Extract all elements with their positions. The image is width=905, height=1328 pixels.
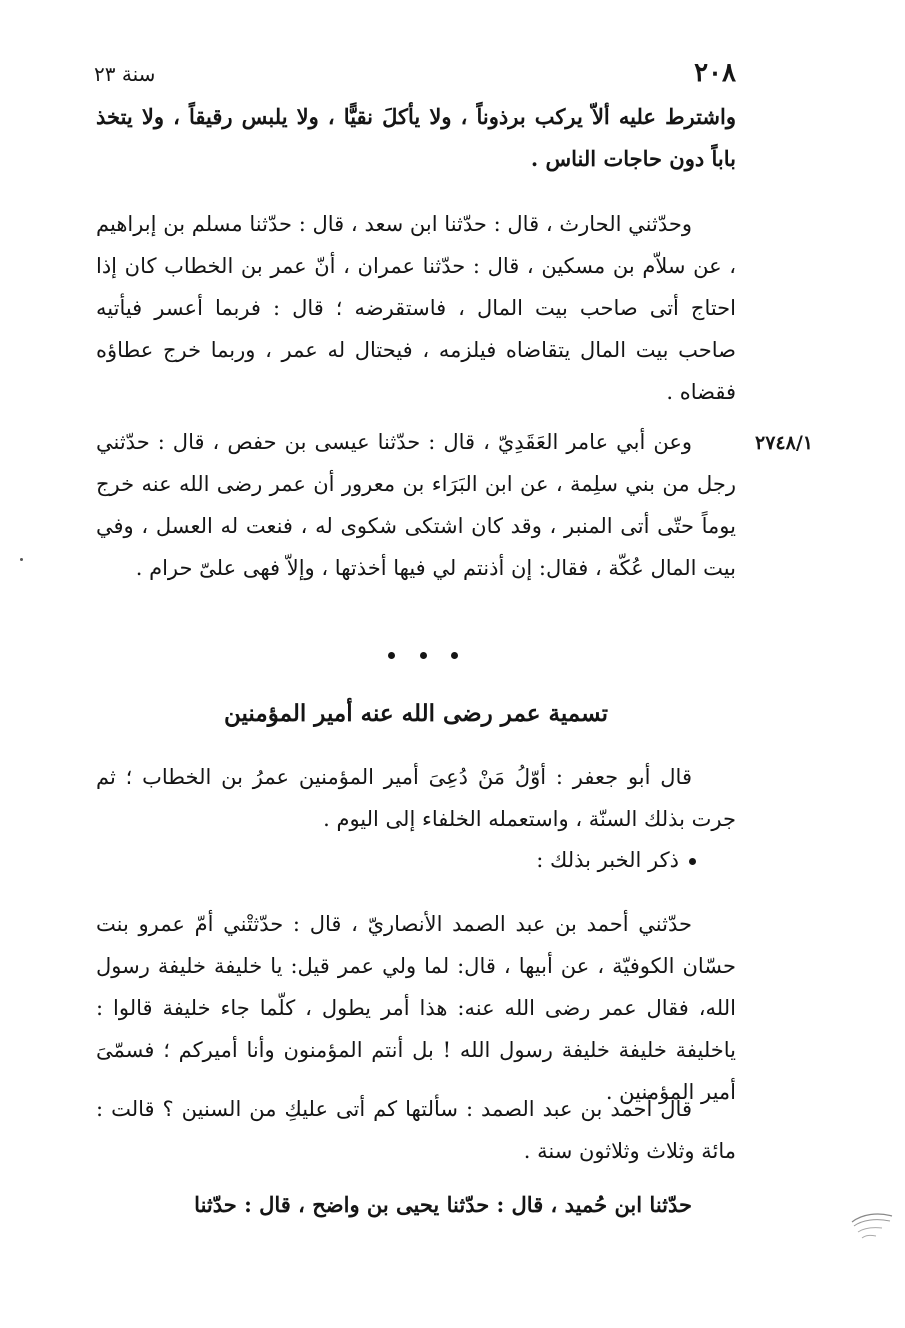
page-corner-smudge-icon: [848, 1208, 896, 1250]
paragraph-6: قال أحمد بن عبد الصمد : سألتها كم أتى عليكِ من السنين ؟ قالت : مائة وثلاث وثلاثون سنة .: [96, 1097, 736, 1163]
section-separator: [388, 645, 458, 665]
page-header: [90, 58, 740, 94]
page-number: ٢٠٨: [694, 58, 736, 88]
paragraph-4: قال أبو جعفر : أوّلُ مَنْ دُعِىَ أمير المؤمنين عمرُ بن الخطاب ؛ ثم جرت بذلك السنّة ، واستعمله الخلفاء إلى اليوم .: [96, 765, 736, 831]
separator-dot: [451, 652, 458, 659]
running-head-year: سنة ٢٣: [94, 62, 156, 86]
paragraph-3: وعن أبي عامر العَقَدِيّ ، قال : حدّثنا عيسى بن حفص ، قال : حدّثني رجل من بني سلِمة ، عن ابن البَرَاء بن معرور أن عمر رضى الله عنه خرج يوماً حتّى أتى المنبر ، وقد كان اشتكى شكوى له ، فنعت له العسل ، وفي بيت المال عُكّة ، فقال: إن أذنتم لي فيها أخذتها ، وإلاّ فهى علىّ حرام .: [96, 430, 736, 580]
paragraph-1: واشترط عليه ألاّ يركب برذوناً ، ولا يأكلَ نقيًّا ، ولا يلبس رقيقاً ، ولا يتخذ باباً دون حاجات الناس .: [96, 104, 736, 171]
scan-speck: [20, 558, 23, 561]
separator-dot: [388, 652, 395, 659]
bullet-text: ذكر الخبر بذلك :: [536, 848, 679, 872]
section-heading: تسمية عمر رضى الله عنه أمير المؤمنين: [223, 700, 608, 727]
separator-dot: [420, 652, 427, 659]
paragraph-2: وحدّثني الحارث ، قال : حدّثنا ابن سعد ، قال : حدّثنا مسلم بن إبراهيم ، عن سلاّم بن مسكين ، قال : حدّثنا عمران ، أنّ عمر بن الخطاب كان إذا احتاج أتى صاحب بيت المال ، فاستقرضه ؛ قال : فربما أعسر فيأتيه صاحب بيت المال يتقاضاه فيلزمه ، فيحتال له عمر ، وربما خرج عطاؤه فقضاه .: [96, 212, 736, 404]
paragraph-7: حدّثنا ابن حُميد ، قال : حدّثنا يحيى بن واضح ، قال : حدّثنا: [194, 1192, 692, 1217]
bullet-line: [96, 848, 736, 872]
bullet-icon: [689, 858, 696, 865]
margin-reference: ٢٧٤٨/١: [755, 432, 813, 454]
paragraph-5: حدّثني أحمد بن عبد الصمد الأنصاريّ ، قال : حدّثتْني أمّ عمرو بنت حسّان الكوفيّة ، عن أبيها ، قال: لما ولي عمر قيل: يا خليفة خليفة رسول الله، فقال عمر رضى الله عنه: هذا أمر يطول ، كلّما جاء خليفة قالوا : ياخليفة خليفة خليفة رسول الله ! بل أنتم المؤمنون وأنا أميركم ؛ فسمّىَ أمير المؤمنين .: [96, 912, 736, 1104]
